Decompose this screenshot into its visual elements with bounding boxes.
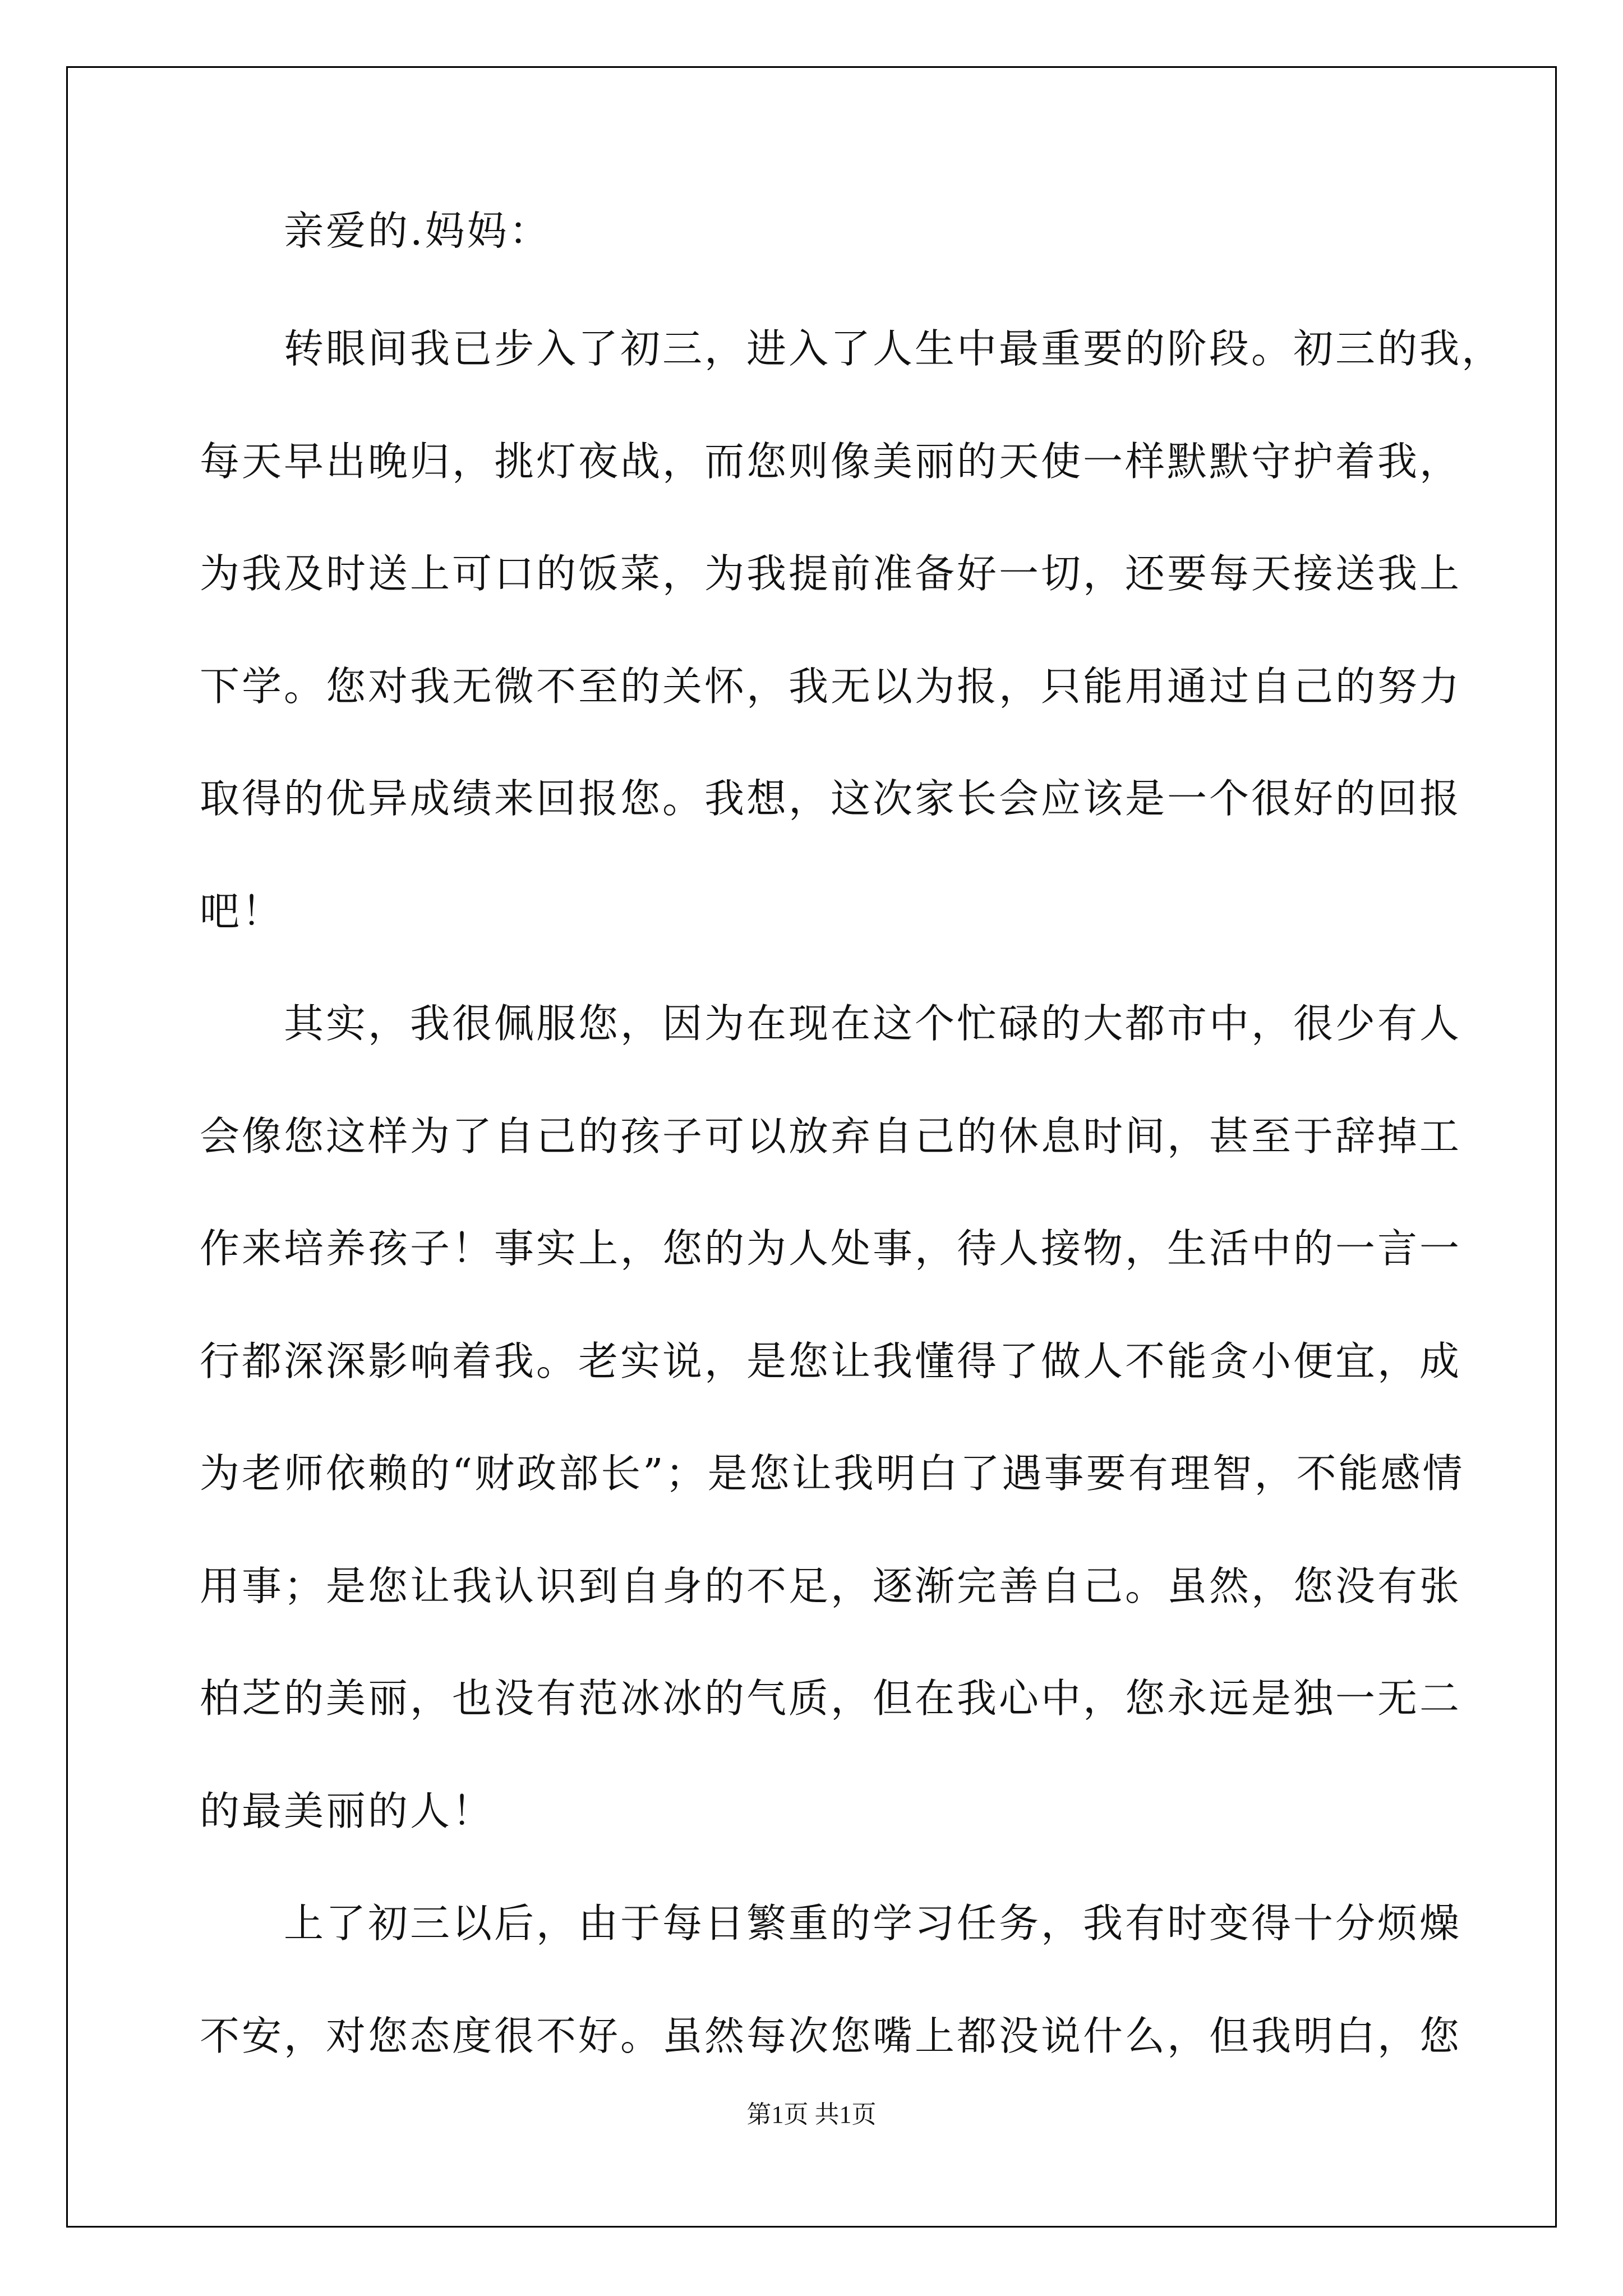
page-number-footer: 第1页 共1页	[746, 2101, 877, 2128]
paragraph-line: 作来培养孩子！事实上，您的为人处事，待人接物，生活中的一言一	[200, 1225, 1462, 1272]
paragraph-line: 柏芝的美丽，也没有范冰冰的气质，但在我心中，您永远是独一无二	[200, 1675, 1462, 1722]
paragraph-line: 为老师依赖的“财政部长”；是您让我明白了遇事要有理智，不能感情	[200, 1450, 1465, 1497]
paragraph-line: 其实，我很佩服您，因为在现在这个忙碌的大都市中，很少有人	[284, 1000, 1462, 1047]
paragraph-line: 转眼间我已步入了初三，进入了人生中最重要的阶段。初三的我，	[284, 325, 1504, 372]
paragraph-line: 吧！	[200, 888, 284, 935]
paragraph-line: 用事；是您让我认识到自身的不足，逐渐完善自己。虽然，您没有张	[200, 1563, 1462, 1609]
paragraph-line: 行都深深影响着我。老实说，是您让我懂得了做人不能贪小便宜，成	[200, 1338, 1462, 1384]
salutation: 亲爱的.妈妈：	[284, 208, 551, 254]
paragraph-line: 会像您这样为了自己的孩子可以放弃自己的休息时间，甚至于辞掉工	[200, 1113, 1462, 1159]
paragraph-line: 的最美丽的人！	[200, 1788, 495, 1834]
paragraph-line: 不安，对您态度很不好。虽然每次您嘴上都没说什么，但我明白，您	[200, 2013, 1462, 2059]
paragraph-line: 取得的优异成绩来回报您。我想，这次家长会应该是一个很好的回报	[200, 775, 1462, 822]
paragraph-line: 每天早出晚归，挑灯夜战，而您则像美丽的天使一样默默守护着我，	[200, 438, 1462, 485]
paragraph-line: 上了初三以后，由于每日繁重的学习任务，我有时变得十分烦燥	[284, 1900, 1462, 1947]
paragraph-line: 为我及时送上可口的饭菜，为我提前准备好一切，还要每天接送我上	[200, 550, 1462, 597]
paragraph-line: 下学。您对我无微不至的关怀，我无以为报，只能用通过自己的努力	[200, 663, 1462, 710]
